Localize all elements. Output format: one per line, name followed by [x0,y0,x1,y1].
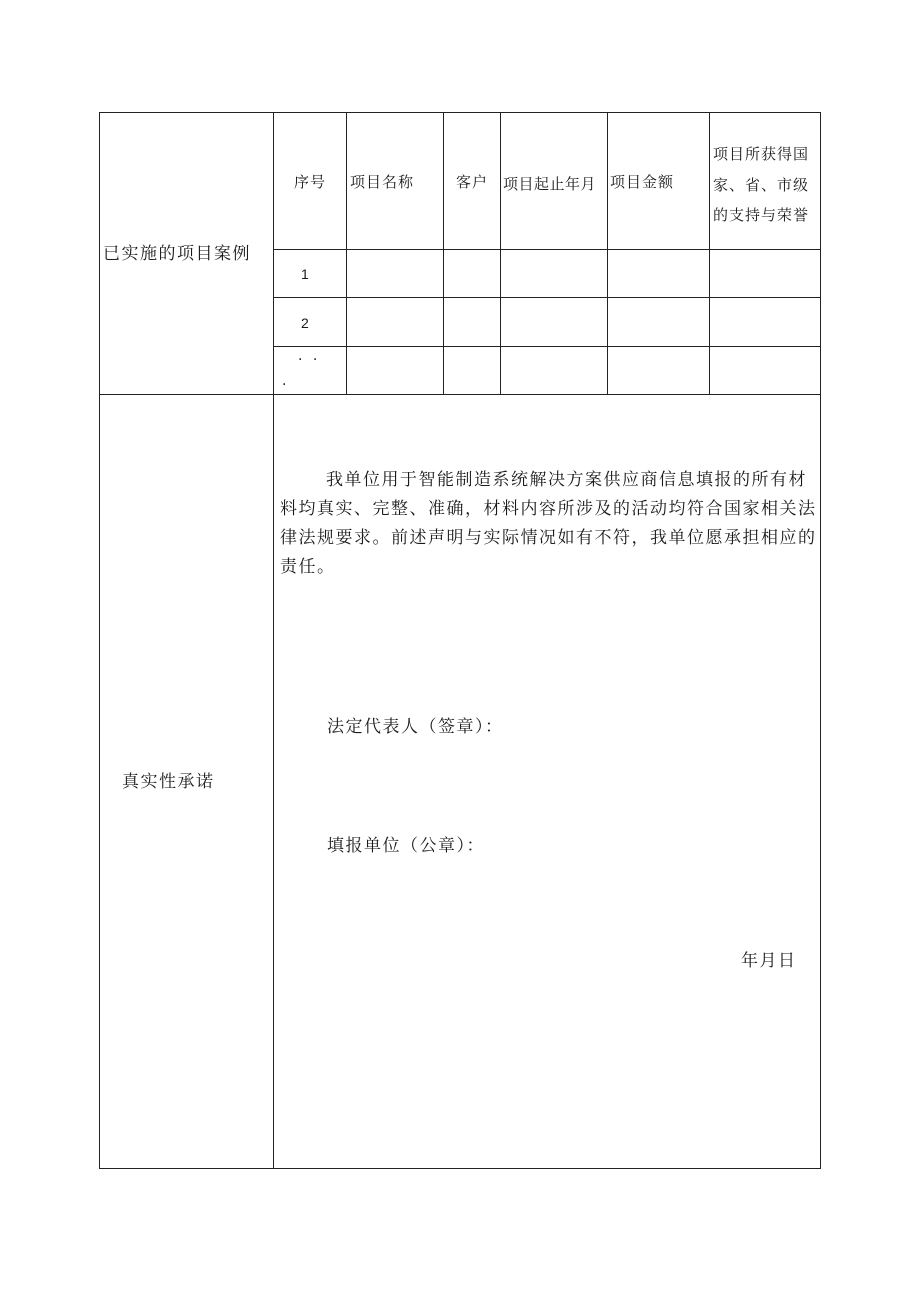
header-honors-line2: 家、省、市级 [713,176,810,194]
col-divider-period [607,112,608,395]
reporting-unit-seal-label: 填报单位（公章）： [327,836,485,856]
table-bottom-border [99,1168,821,1169]
row-ellipsis-line1: · · [298,352,321,368]
header-project-name: 项目名称 [350,173,415,191]
table-top-border [99,112,821,113]
col-divider-name [443,112,444,395]
pledge-section-label: 真实性承诺 [122,772,215,792]
header-honors-line3: 的支持与荣誉 [713,206,810,224]
row-divider-header [273,249,821,250]
header-period: 项目起止年月 [503,175,597,193]
row-ellipsis-line2: · [282,377,288,393]
header-client: 客户 [456,173,489,191]
row-seq-1: 1 [301,266,309,282]
cases-section-label: 已实施的项目案例 [103,244,251,264]
row-divider-1 [273,297,821,298]
date-label: 年月日 [741,951,797,971]
col-divider-amount [709,112,710,395]
header-amount: 项目金额 [610,173,675,191]
label-column-divider [273,112,274,1169]
col-divider-seq [346,112,347,395]
table-left-border [99,112,100,1169]
row-divider-2 [273,346,821,347]
col-divider-client [500,112,501,395]
table-right-border [820,112,821,1169]
section-divider [99,394,821,395]
pledge-statement [280,466,820,582]
legal-representative-signature-label: 法定代表人（签章）： [327,717,504,737]
row-seq-2: 2 [301,315,309,331]
header-honors-line1: 项目所获得国 [713,145,810,163]
pledge-statement-text: 我单位用于智能制造系统解决方案供应商信息填报的所有材料均真实、完整、准确，材料内容所涉及的活动均符合国家相关法律法规要求。前述声明与实际情况如有不符，我单位愿承担相应的责任。 [280,470,817,577]
header-seq: 序号 [294,173,327,191]
